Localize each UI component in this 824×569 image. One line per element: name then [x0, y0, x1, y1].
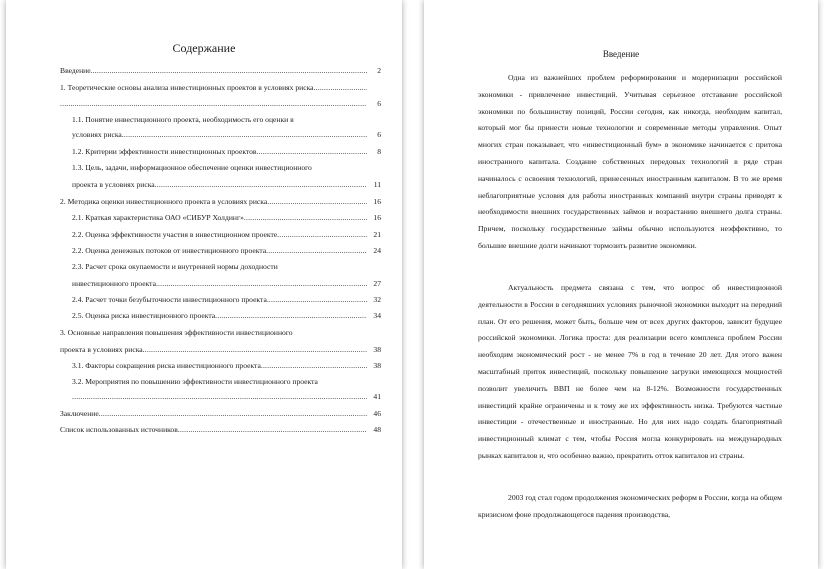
intro-paragraph-1: Одна из важнейших проблем реформирования и модернизации российской экономики - привлечение инвестиций. Учитывая серьезное отставание российской экономики по большинству позиций, России сегодня, как никогда, необходим капитал, который мог бы принести новые технологии и современные методы управления. Опыт многих стран показывает, что «инвестиционный бум» в экономике начинается с притока иностранного капитала. Создание собственных передовых технологий в ряде стран начиналось с освоения технологий, принесенных иностранным капиталом. В то же время неблагоприятные условия для работы иностранных компаний внутри страны приводят к необходимости внешних государственных займов и возрастанию внешнего долга страны. Причем, поскольку государственные займы обычно используются неэффективно, то большие внешние долги начинают тормозить развитие экономики. — [478, 73, 782, 250]
toc-page-number: 48 — [373, 425, 381, 434]
toc-entry: 2.4. Расчет точки безубыточности инвестиционного проекта ..... — [72, 295, 367, 305]
toc-entry: 2.1. Краткая характеристика ОАО «СИБУР Холдинг» ..... — [72, 213, 367, 223]
toc-page — [6, 0, 402, 569]
toc-entry: 2.2. Оценка эффективности участия в инвестиционном проекте ..... — [72, 230, 367, 240]
toc-entry: Список использованных источников ..... — [60, 425, 367, 435]
toc-page-number: 6 — [377, 99, 381, 108]
toc-entry-continuation — [60, 99, 367, 109]
toc-entry: условиях риска ..... — [72, 130, 367, 140]
intro-title: Введение — [602, 49, 640, 59]
toc-entry — [72, 392, 367, 402]
toc-page-number: 46 — [373, 409, 381, 418]
intro-page — [424, 0, 818, 569]
toc-page-number: 2 — [377, 66, 381, 75]
toc-entry: 1. Теоретические основы анализа инвестиционных проектов в условиях риска ..... — [60, 83, 367, 93]
toc-page-number: 38 — [373, 361, 381, 370]
toc-page-number: 27 — [373, 279, 381, 288]
toc-entry: 3.2. Мероприятия по повышению эффективности инвестиционного проекта — [72, 377, 318, 386]
toc-entry: 1.1. Понятие инвестиционного проекта, необходимость его оценки в — [72, 115, 294, 124]
toc-page-number: 34 — [373, 311, 381, 320]
toc-entry: 2.2. Оценка денежных потоков от инвестиционного проекта ..... — [72, 246, 367, 256]
toc-entry: 2.3. Расчет срока окупаемости и внутренней нормы доходности — [72, 262, 278, 271]
toc-entry: 3.1. Факторы сокращения риска инвестиционного проекта ..... — [72, 361, 367, 371]
toc-page-number: 6 — [377, 130, 381, 139]
toc-entry: 2.5. Оценка риска инвестиционного проекта ..... — [72, 311, 367, 321]
toc-title: Содержание — [172, 41, 236, 55]
toc-page-number: 21 — [373, 230, 381, 239]
intro-paragraph-2: Актуальность предмета связана с тем, что вопрос об инвестиционной деятельности в России в сегодняшних условиях рыночной экономики выходит на передний план. От его решения, может быть, больше чем от всех других факторов, зависит будущее российской экономики. Логика проста: для реализации всего комплекса проблем России необходим экономический рост - не менее 7% в год в течение 20 лет. Для этого важен масштабный приток инвестиций, поскольку повышение загрузки имеющихся мощностей позволит увеличить ВВП не более чем на 8-12%. Возможности государственных инвестиций крайне ограничены и к тому же их эффективность низка. Требуются частные инвестиции - отечественные и иностранные. Но для них надо создать благоприятный инвестиционный климат с тем, чтобы Россия могла конкурировать на международных рынках капиталов и, что особенно важно, прекратить отток капиталов из страны. — [478, 283, 782, 460]
toc-entry: 1.3. Цель, задачи, информационное обеспечение оценки инвестиционного — [72, 163, 312, 172]
intro-paragraph-3: 2003 год стал годом продолжения экономических реформ в России, когда на общем кризисном фоне продолжающегося падения производства, — [478, 493, 782, 519]
toc-entry: 1.2. Критерии эффективности инвестиционных проектов ..... — [72, 147, 367, 157]
toc-page-number: 41 — [373, 392, 381, 401]
toc-entry: Введение ..... — [60, 66, 367, 76]
toc-entry: 3. Основные направления повышения эффективности инвестиционного — [60, 328, 293, 337]
toc-entry: инвестиционного проекта ..... — [72, 279, 367, 289]
toc-entry: проекта в условиях риска ..... — [60, 345, 367, 355]
toc-page-number: 8 — [377, 147, 381, 156]
toc-page-number: 32 — [373, 295, 381, 304]
toc-page-number: 38 — [373, 345, 381, 354]
toc-page-number: 16 — [373, 197, 381, 206]
toc-entry: проекта в условиях риска ..... — [72, 180, 367, 190]
toc-entry: Заключение ..... — [60, 409, 367, 419]
toc-page-number: 16 — [373, 213, 381, 222]
toc-page-number: 11 — [373, 180, 381, 189]
toc-page-number: 24 — [373, 246, 381, 255]
toc-entry: 2. Методика оценки инвестиционного проекта в условиях риска ..... — [60, 197, 367, 207]
